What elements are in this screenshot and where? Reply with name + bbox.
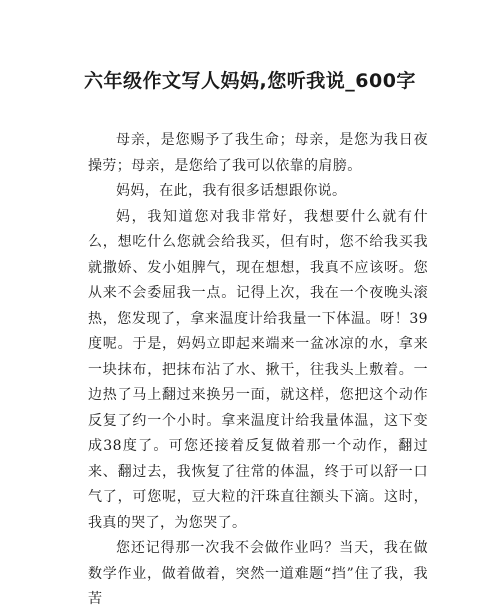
article-title: 六年级作文写人妈妈,您听我说_600字 <box>84 70 416 92</box>
paragraph-2: 妈妈，在此，我有很多话想跟你说。 <box>116 183 347 199</box>
paragraph-4: 您还记得那一次我不会做作业吗？当天，我在做数学作业，做着做着，突然一道难题“挡”住了我，我苦 <box>88 540 428 607</box>
paragraph-3: 妈，我知道您对我非常好，我想要什么就有什么，想吃什么您就会给我买，但有时，您不给我买我就撒娇、发小姐脾气，现在想想，我真不应该呀。您从来不会委屈我一点。记得上次，我在一个夜晚头滚热，您发现了，拿来温度计给我量一下体温。呀！39度呢。于是，妈妈立即起来端来一盆冰凉的水，拿来一块抹布，把抹布沾了水、揪干，往我头上敷着。一边热了马上翻过来换另一面，就这样，您把这个动作反复了约一个小时。拿来温度计给我量体温，这下变成38度了。可您还接着反复做着那一个动作，翻过来、翻过去，我恢复了往常的体温，终于可以舒一口气了，可您呢，豆大粒的汗珠直往额头下滴。这时，我真的哭了，为您哭了。 <box>88 208 428 531</box>
paragraph-1: 母亲，是您赐予了我生命；母亲，是您为我日夜操劳；母亲，是您给了我可以依靠的肩膀。 <box>88 132 428 174</box>
article-body <box>88 128 428 613</box>
